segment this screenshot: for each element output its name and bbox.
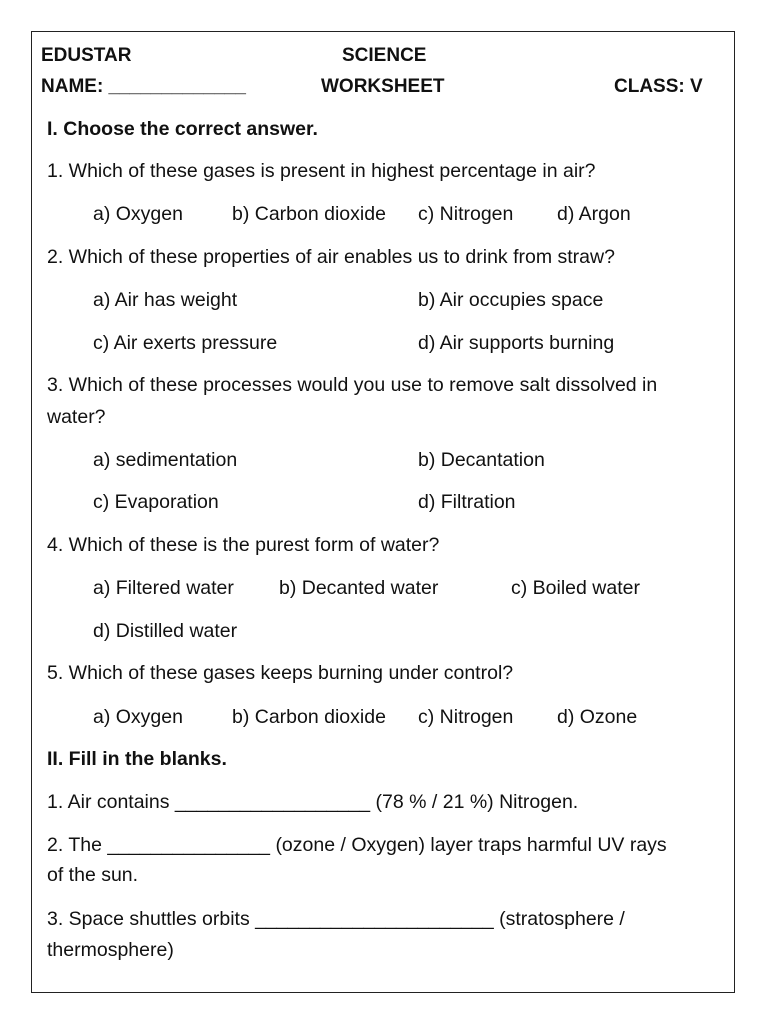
question-4: 4. Which of these is the purest form of water? (47, 534, 440, 556)
q2-option-a: a) Air has weight (93, 289, 238, 311)
fill-blank-2-line-1: 2. The _______________ (ozone / Oxygen) layer traps harmful UV rays (47, 834, 667, 856)
subject-title: SCIENCE (342, 45, 427, 66)
q1-option-d: d) Argon (557, 203, 631, 225)
q3-option-d: d) Filtration (418, 491, 516, 513)
school-name: EDUSTAR (41, 45, 132, 66)
q3-option-c: c) Evaporation (93, 491, 219, 513)
q5-option-a: a) Oxygen (93, 706, 183, 728)
q4-option-d: d) Distilled water (93, 620, 238, 642)
question-5: 5. Which of these gases keeps burning under control? (47, 662, 514, 684)
q5-option-b: b) Carbon dioxide (232, 706, 386, 728)
section-2-title: II. Fill in the blanks. (47, 748, 227, 770)
q1-option-a: a) Oxygen (93, 203, 183, 225)
question-3-line-2: water? (47, 406, 106, 428)
q5-option-c: c) Nitrogen (418, 706, 514, 728)
question-2: 2. Which of these properties of air enables us to drink from straw? (47, 246, 615, 268)
q4-option-a: a) Filtered water (93, 577, 234, 599)
q3-option-a: a) sedimentation (93, 449, 238, 471)
q2-option-d: d) Air supports burning (418, 332, 615, 354)
fill-blank-3-line-1: 3. Space shuttles orbits ______________________ (stratosphere / (47, 908, 625, 930)
q1-option-c: c) Nitrogen (418, 203, 514, 225)
fill-blank-2-line-2: of the sun. (47, 864, 139, 886)
section-1-title: I. Choose the correct answer. (47, 118, 318, 140)
worksheet-title: WORKSHEET (321, 76, 445, 97)
q3-option-b: b) Decantation (418, 449, 545, 471)
fill-blank-1: 1. Air contains __________________ (78 % / 21 %) Nitrogen. (47, 791, 579, 813)
question-1: 1. Which of these gases is present in highest percentage in air? (47, 160, 596, 182)
q2-option-c: c) Air exerts pressure (93, 332, 278, 354)
q1-option-b: b) Carbon dioxide (232, 203, 386, 225)
q2-option-b: b) Air occupies space (418, 289, 604, 311)
q4-option-c: c) Boiled water (511, 577, 640, 599)
class-label: CLASS: V (614, 76, 703, 97)
q5-option-d: d) Ozone (557, 706, 638, 728)
q4-option-b: b) Decanted water (279, 577, 439, 599)
name-field-label: NAME: _____________ (41, 76, 246, 97)
fill-blank-3-line-2: thermosphere) (47, 939, 174, 961)
question-3-line-1: 3. Which of these processes would you use to remove salt dissolved in (47, 374, 658, 396)
